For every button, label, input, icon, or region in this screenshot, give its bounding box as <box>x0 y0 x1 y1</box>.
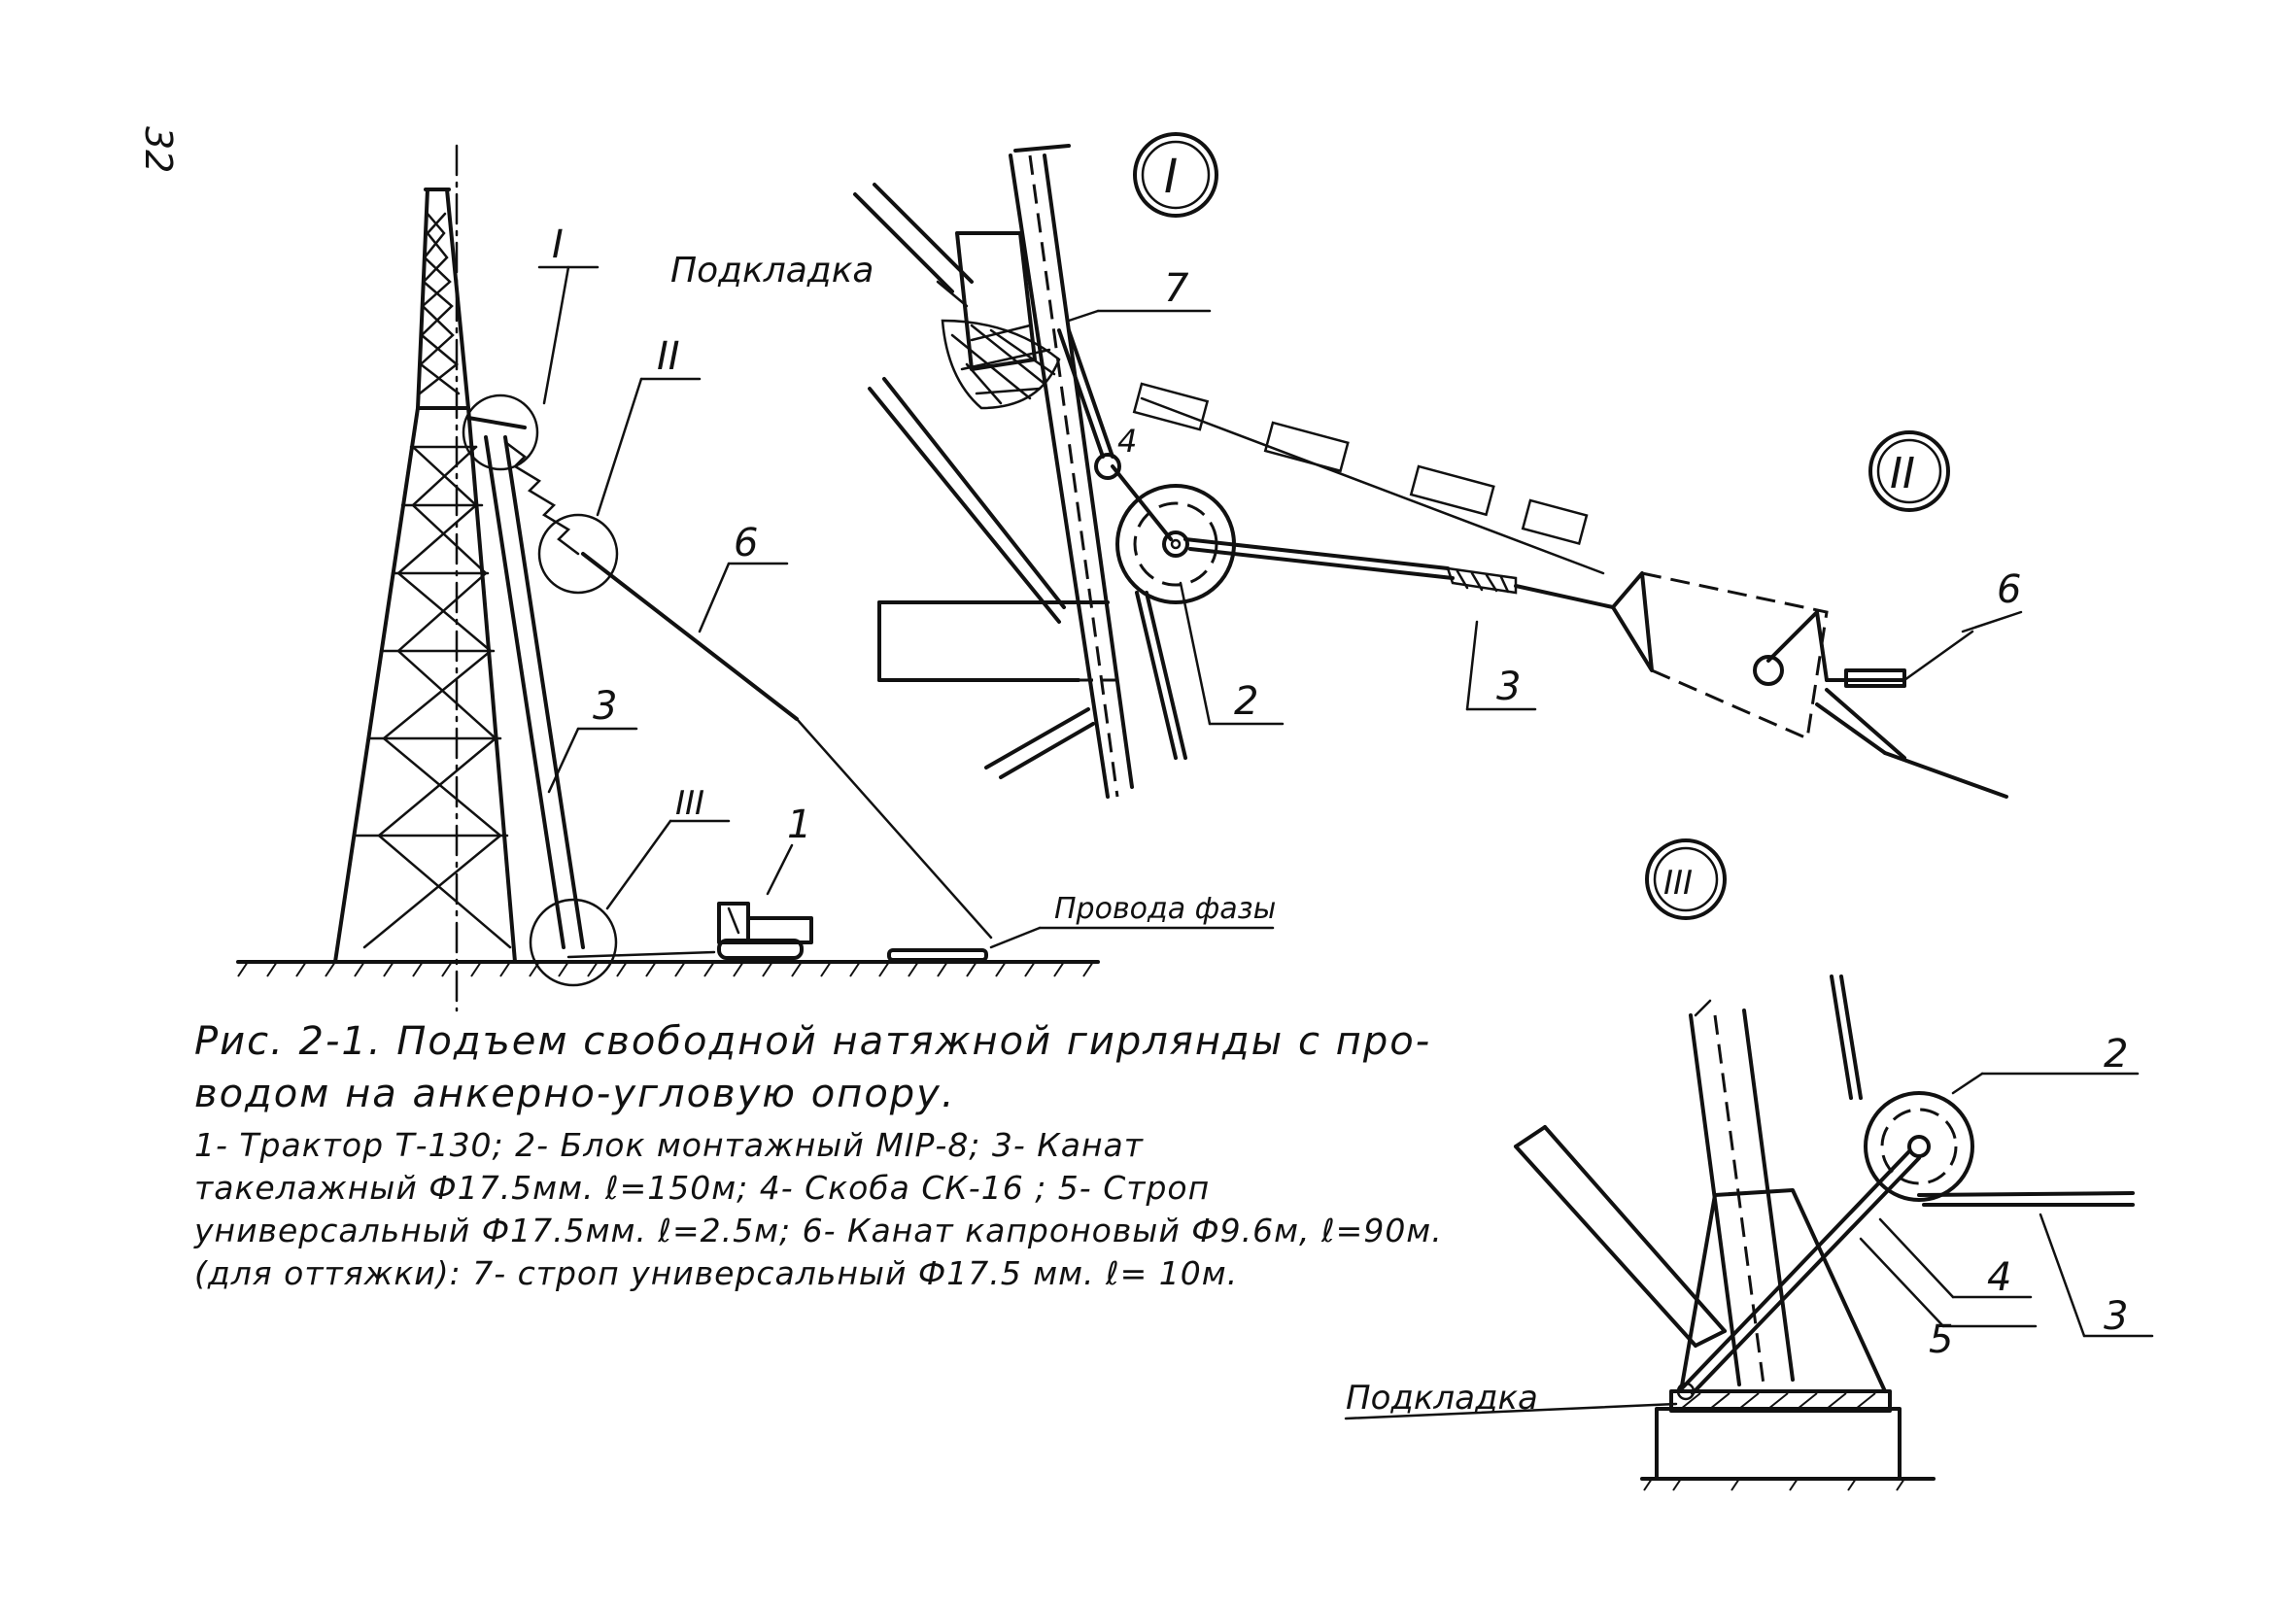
callout-I-detail-mark: I <box>1164 150 1179 204</box>
label-provoda-fazy: Провода фазы <box>1054 892 1277 926</box>
page-number: 32 <box>137 126 180 174</box>
label-4-top: 4 <box>1117 423 1138 460</box>
label-3-top: 3 <box>1496 665 1522 709</box>
label-2-top: 2 <box>1234 679 1259 724</box>
label-1: 1 <box>787 803 812 847</box>
callout-II-label: II <box>657 334 680 379</box>
label-5: 5 <box>1929 1317 1954 1362</box>
legend-line: (для оттяжки): 7- строп универсальный Ф17.5 мм. ℓ= 10м. <box>194 1254 1239 1292</box>
callout-I-label: I <box>552 222 564 267</box>
label-3-left: 3 <box>593 684 618 729</box>
callout-III-label: III <box>675 784 705 823</box>
tractor <box>719 904 811 958</box>
caption-legend <box>194 1124 1555 1295</box>
callout-II-detail-mark: II <box>1890 449 1915 498</box>
legend-line: 1- Трактор Т-130; 2- Блок монтажный МІР-8; 3- Канат <box>194 1126 1144 1164</box>
legend-line: такелажный Ф17.5мм. ℓ=150м; 4- Скоба СК-16 ; 5- Строп <box>194 1169 1211 1207</box>
label-6-right: 6 <box>1997 567 2022 612</box>
label-2-bottom: 2 <box>2104 1032 2129 1077</box>
figure-caption <box>194 1015 1555 1295</box>
label-podkladka-top: Подкладка <box>670 251 874 291</box>
detail-I <box>855 134 2021 797</box>
label-3-bottom: 3 <box>2104 1294 2129 1339</box>
callout-III-detail-mark: III <box>1663 864 1694 903</box>
legend-line: универсальный Ф17.5мм. ℓ=2.5м; 6- Канат капроновый Ф9.6м, ℓ=90м. <box>194 1212 1443 1249</box>
label-6-left: 6 <box>734 521 759 565</box>
label-podkladka-bottom: Подкладка <box>1346 1379 1538 1418</box>
label-4-bottom: 4 <box>1987 1255 2012 1300</box>
caption-title <box>194 1015 1555 1120</box>
label-7: 7 <box>1164 266 1189 311</box>
caption-title-line-2: водом на анкерно-угловую опору. <box>194 1072 956 1116</box>
caption-title-line-1: Рис. 2-1. Подъем свободной натяжной гирлянды с про- <box>194 1019 1432 1064</box>
